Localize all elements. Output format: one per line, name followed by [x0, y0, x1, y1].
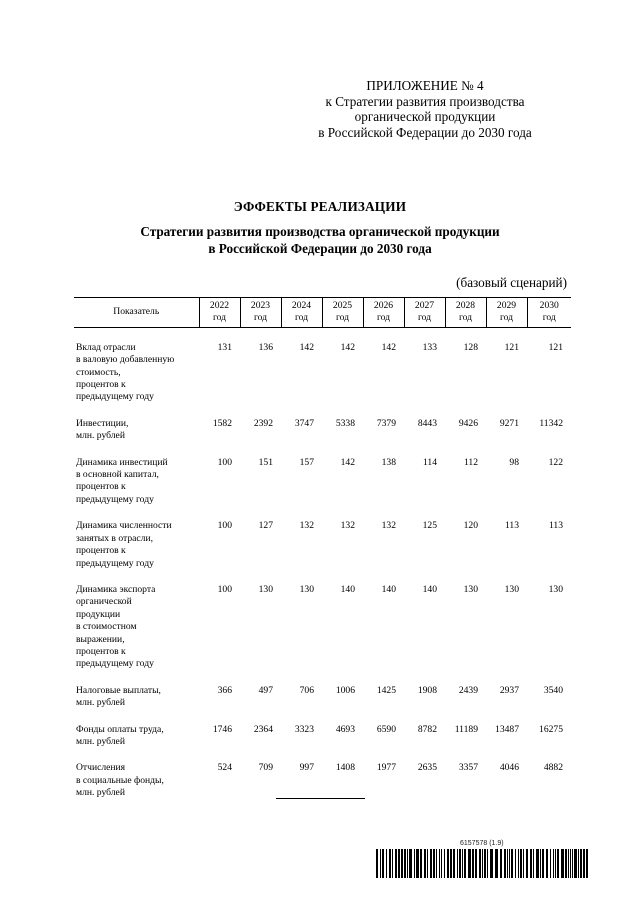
barcode-bar — [457, 849, 458, 878]
year-header-suffix: год — [376, 312, 391, 324]
document-title: ЭФФЕКТЫ РЕАЛИЗАЦИИ — [233, 199, 407, 214]
barcode-bar — [420, 849, 422, 878]
barcode-bar — [487, 849, 488, 878]
barcode-bar — [580, 849, 582, 878]
indicator-label-line: Фонды оплаты труда, — [76, 723, 164, 735]
value-cell: 125 — [422, 520, 437, 532]
barcode-bar — [433, 849, 435, 878]
row-spacer-cell — [74, 800, 571, 814]
row-spacer-cell — [74, 404, 571, 418]
value-cell: 114 — [422, 456, 437, 468]
row-spacer-cell — [74, 443, 571, 457]
barcode-bar — [520, 849, 522, 878]
row-spacer — [74, 748, 571, 762]
value-cell: 13487 — [495, 723, 519, 735]
barcode-bar — [447, 849, 449, 878]
indicator-label-line: стоимость, — [76, 366, 121, 378]
barcode-bar — [533, 849, 534, 878]
value-cell: 100 — [217, 520, 232, 532]
appendix-line: органической продукции — [354, 109, 496, 124]
value-cell: 121 — [548, 341, 563, 353]
barcode-bar — [578, 849, 579, 878]
value-cell: 9426 — [458, 417, 478, 429]
barcode-bar — [540, 849, 541, 878]
barcode-bar — [395, 849, 397, 878]
barcode-bar — [392, 849, 393, 878]
indicator-label-line: в стоимостном — [76, 621, 137, 633]
indicator-label — [74, 342, 199, 404]
barcode-bar — [568, 849, 569, 878]
appendix-line: к Стратегии развития производства — [325, 93, 525, 109]
indicator-label-line: предыдущему году — [76, 391, 154, 403]
row-spacer-cell — [74, 506, 571, 520]
barcode-bar — [424, 849, 426, 878]
value-cell: 3747 — [294, 417, 314, 429]
barcode-bar — [482, 849, 483, 878]
year-header-suffix: год — [294, 312, 309, 324]
barcode-bar — [462, 849, 463, 878]
indicator-label-line: в основной капитал, — [76, 469, 159, 481]
document-code: 6157578 (1.9) — [460, 840, 504, 847]
barcode-bar — [436, 849, 437, 878]
value-cell: 7379 — [376, 417, 396, 429]
barcode-bar — [574, 849, 577, 878]
value-cell: 98 — [509, 456, 519, 468]
value-cell: 157 — [299, 456, 314, 468]
value-cell: 2635 — [417, 762, 437, 774]
table-row — [74, 342, 571, 404]
value-cell: 130 — [463, 583, 478, 595]
value-cell: 100 — [217, 583, 232, 595]
barcode-bar — [398, 849, 400, 878]
row-spacer — [74, 443, 571, 457]
barcode-bar — [382, 849, 384, 878]
barcode-bar — [550, 849, 551, 878]
value-cell: 1582 — [212, 417, 232, 429]
barcode-bar — [500, 849, 502, 878]
table-row — [74, 520, 571, 570]
year-header-year: 2028 — [455, 300, 476, 311]
indicator-header: Показатель — [74, 298, 199, 328]
barcode-bar — [504, 849, 506, 878]
value-cell: 120 — [463, 520, 478, 532]
indicator-label-line: предыдущему году — [76, 557, 154, 569]
value-cell: 2392 — [253, 417, 273, 429]
year-header-year: 2030 — [539, 300, 559, 311]
value-cell: 132 — [340, 520, 355, 532]
barcode-bar — [523, 849, 524, 878]
value-cell: 142 — [299, 341, 314, 353]
value-cell: 2364 — [253, 723, 273, 735]
value-cell: 1746 — [212, 723, 232, 735]
value-cell: 133 — [422, 341, 437, 353]
barcode-bar — [583, 849, 585, 878]
indicator-label-line: млн. рублей — [76, 697, 125, 709]
row-spacer — [74, 710, 571, 724]
barcode-bar — [376, 849, 378, 878]
value-cell: 3540 — [543, 684, 563, 696]
year-header — [322, 298, 363, 328]
barcode-bar — [468, 849, 471, 878]
subtitle-line: Стратегии развития производства органической продукции — [140, 224, 500, 239]
barcode-bar — [416, 849, 419, 878]
appendix-line: в Российской Федерации до 2030 года — [318, 124, 532, 140]
year-header-year: 2027 — [414, 300, 435, 311]
year-header — [199, 298, 240, 328]
year-header-year: 2024 — [291, 300, 312, 311]
barcode-bar — [453, 849, 455, 878]
value-cell: 3357 — [458, 762, 478, 774]
subtitle-line: в Российской Федерации до 2030 года — [208, 241, 432, 256]
effects-table — [74, 297, 571, 814]
indicator-label-line: в социальные фонды, — [76, 774, 164, 786]
value-cell: 130 — [504, 583, 519, 595]
value-cell: 4693 — [335, 723, 355, 735]
barcode-bar — [511, 849, 513, 878]
barcode-bar — [441, 849, 442, 878]
value-cell: 8443 — [417, 417, 437, 429]
year-header-suffix: год — [542, 312, 556, 324]
value-cell: 1006 — [335, 684, 355, 696]
value-cell: 16275 — [539, 723, 563, 735]
indicator-label-line: Динамика численности — [76, 520, 172, 532]
value-cell: 132 — [381, 520, 396, 532]
value-cell: 140 — [422, 583, 437, 595]
indicator-label-line: процентов к — [76, 545, 126, 557]
value-cell: 151 — [258, 456, 273, 468]
year-header-year: 2029 — [496, 300, 517, 311]
barcode-bar — [464, 849, 466, 878]
value-cell: 130 — [548, 583, 563, 595]
indicator-label-line: органической — [76, 596, 132, 608]
table-row — [74, 584, 571, 671]
barcode-bar — [546, 849, 548, 878]
year-header — [240, 298, 281, 328]
year-header-year: 2025 — [332, 300, 353, 311]
barcode-bar — [484, 849, 486, 878]
value-cell: 113 — [504, 520, 519, 532]
value-cell: 1908 — [417, 684, 437, 696]
row-spacer-cell — [74, 570, 571, 584]
value-cell: 4882 — [543, 762, 563, 774]
indicator-label-line: предыдущему году — [76, 493, 154, 505]
value-cell: 2439 — [458, 684, 478, 696]
year-header-year: 2026 — [373, 300, 394, 311]
barcode — [376, 849, 589, 878]
barcode-bar — [450, 849, 452, 878]
indicator-label-line: Вклад отрасли — [76, 341, 136, 353]
year-header — [404, 298, 445, 328]
indicator-label-line: процентов к — [76, 481, 126, 493]
value-cell: 127 — [258, 520, 273, 532]
table-row — [74, 685, 571, 710]
barcode-bar — [557, 849, 559, 878]
value-cell: 8782 — [417, 723, 437, 735]
table-row — [74, 457, 571, 507]
indicator-label-line: предыдущему году — [76, 658, 154, 670]
row-spacer — [74, 570, 571, 584]
indicator-label — [74, 418, 199, 443]
barcode-bar — [526, 849, 528, 878]
barcode-bar — [459, 849, 461, 878]
barcode-bar — [427, 849, 428, 878]
indicator-label — [74, 457, 199, 507]
barcode-bar — [555, 849, 556, 878]
barcode-bar — [472, 849, 474, 878]
value-cell: 1425 — [376, 684, 396, 696]
indicator-label-line: занятых в отрасли, — [76, 532, 153, 544]
barcode-bar — [553, 849, 554, 878]
value-cell: 997 — [299, 762, 314, 774]
barcode-bar — [386, 849, 387, 878]
row-spacer — [74, 327, 571, 342]
indicator-label — [74, 762, 199, 799]
indicator-label-line: Отчисления — [76, 762, 126, 774]
document-subtitle — [0, 223, 640, 257]
value-cell: 497 — [258, 684, 273, 696]
barcode-bar — [401, 849, 403, 878]
barcode-bar — [561, 849, 564, 878]
barcode-bar — [444, 849, 445, 878]
value-cell: 136 — [258, 341, 273, 353]
scenario-note: (базовый сценарий) — [456, 275, 567, 290]
value-cell: 113 — [548, 520, 563, 532]
value-cell: 140 — [340, 583, 355, 595]
table-row — [74, 418, 571, 443]
barcode-bar — [389, 849, 391, 878]
table-row — [74, 724, 571, 749]
value-cell: 131 — [217, 341, 232, 353]
barcode-bar — [536, 849, 539, 878]
year-header — [527, 298, 571, 328]
row-spacer-cell — [74, 710, 571, 724]
year-header — [486, 298, 527, 328]
value-cell: 122 — [548, 456, 563, 468]
barcode-bar — [509, 849, 510, 878]
barcode-bar — [404, 849, 406, 878]
value-cell: 6590 — [376, 723, 396, 735]
row-spacer — [74, 800, 571, 814]
value-cell: 100 — [217, 456, 232, 468]
value-cell: 5338 — [335, 417, 355, 429]
barcode-bar — [572, 849, 573, 878]
indicator-label-line: процентов к — [76, 645, 126, 657]
barcode-bar — [565, 849, 567, 878]
value-cell: 9271 — [499, 417, 519, 429]
value-cell: 1408 — [335, 762, 355, 774]
value-cell: 138 — [381, 456, 396, 468]
indicator-label-line: продукции — [76, 608, 121, 620]
year-header-suffix: год — [212, 312, 227, 324]
barcode-bar — [495, 849, 498, 878]
year-header-year: 2022 — [209, 300, 230, 311]
value-cell: 130 — [258, 583, 273, 595]
year-header-suffix: год — [458, 312, 473, 324]
barcode-bar — [507, 849, 508, 878]
year-header-suffix: год — [253, 312, 268, 324]
indicator-label — [74, 584, 199, 671]
barcode-bar — [542, 849, 544, 878]
year-header — [445, 298, 486, 328]
appendix-number: ПРИЛОЖЕНИЕ № 4 — [366, 78, 484, 93]
table-body — [74, 327, 571, 813]
year-header — [281, 298, 322, 328]
year-header-suffix: год — [417, 312, 432, 324]
appendix-heading — [290, 78, 560, 140]
value-cell: 3323 — [294, 723, 314, 735]
barcode-bar — [380, 849, 381, 878]
value-cell: 132 — [299, 520, 314, 532]
indicator-label-line: процентов к — [76, 379, 126, 391]
barcode-bar — [515, 849, 516, 878]
value-cell: 130 — [299, 583, 314, 595]
barcode-bar — [439, 849, 440, 878]
row-spacer-cell — [74, 748, 571, 762]
indicator-label — [74, 724, 199, 749]
row-spacer — [74, 671, 571, 685]
bottom-divider — [276, 798, 365, 799]
barcode-bar — [430, 849, 432, 878]
year-header-suffix: год — [335, 312, 350, 324]
value-cell: 121 — [504, 341, 519, 353]
barcode-bar — [475, 849, 477, 878]
value-cell: 706 — [299, 684, 314, 696]
indicator-label-line: Инвестиции, — [76, 417, 129, 429]
barcode-bar — [530, 849, 532, 878]
indicator-label-line: Динамика экспорта — [76, 583, 156, 595]
value-cell: 128 — [463, 341, 478, 353]
indicator-label-line: Динамика инвестиций — [76, 456, 168, 468]
barcode-bar — [407, 849, 408, 878]
barcode-bar — [586, 849, 588, 878]
value-cell: 142 — [381, 341, 396, 353]
value-cell: 142 — [340, 341, 355, 353]
table-row — [74, 762, 571, 799]
indicator-label-line: млн. рублей — [76, 430, 125, 442]
value-cell: 11342 — [539, 417, 563, 429]
barcode-bar — [490, 849, 493, 878]
indicator-label-line: млн. рублей — [76, 787, 125, 799]
indicator-label-line: Налоговые выплаты, — [76, 684, 161, 696]
value-cell: 11189 — [454, 723, 478, 735]
indicator-label-line: выражении, — [76, 633, 125, 645]
row-spacer — [74, 404, 571, 418]
row-spacer-cell — [74, 327, 571, 342]
value-cell: 366 — [217, 684, 232, 696]
value-cell: 709 — [258, 762, 273, 774]
value-cell: 1977 — [376, 762, 396, 774]
value-cell: 524 — [217, 762, 232, 774]
indicator-label-line: в валовую добавленную — [76, 354, 175, 366]
indicator-label — [74, 685, 199, 710]
value-cell: 140 — [381, 583, 396, 595]
value-cell: 4046 — [499, 762, 519, 774]
row-spacer — [74, 506, 571, 520]
value-cell: 112 — [463, 456, 478, 468]
year-header-suffix: год — [499, 312, 514, 324]
value-cell: 142 — [340, 456, 355, 468]
value-cell: 2937 — [499, 684, 519, 696]
barcode-bar — [479, 849, 481, 878]
barcode-bar — [518, 849, 519, 878]
indicator-label — [74, 520, 199, 570]
row-spacer-cell — [74, 671, 571, 685]
table-header-row — [74, 298, 571, 328]
barcode-bar — [570, 849, 571, 878]
year-header-year: 2023 — [250, 300, 271, 311]
barcode-bar — [414, 849, 415, 878]
year-header — [363, 298, 404, 328]
barcode-bar — [409, 849, 412, 878]
indicator-label-line: млн. рублей — [76, 735, 125, 747]
